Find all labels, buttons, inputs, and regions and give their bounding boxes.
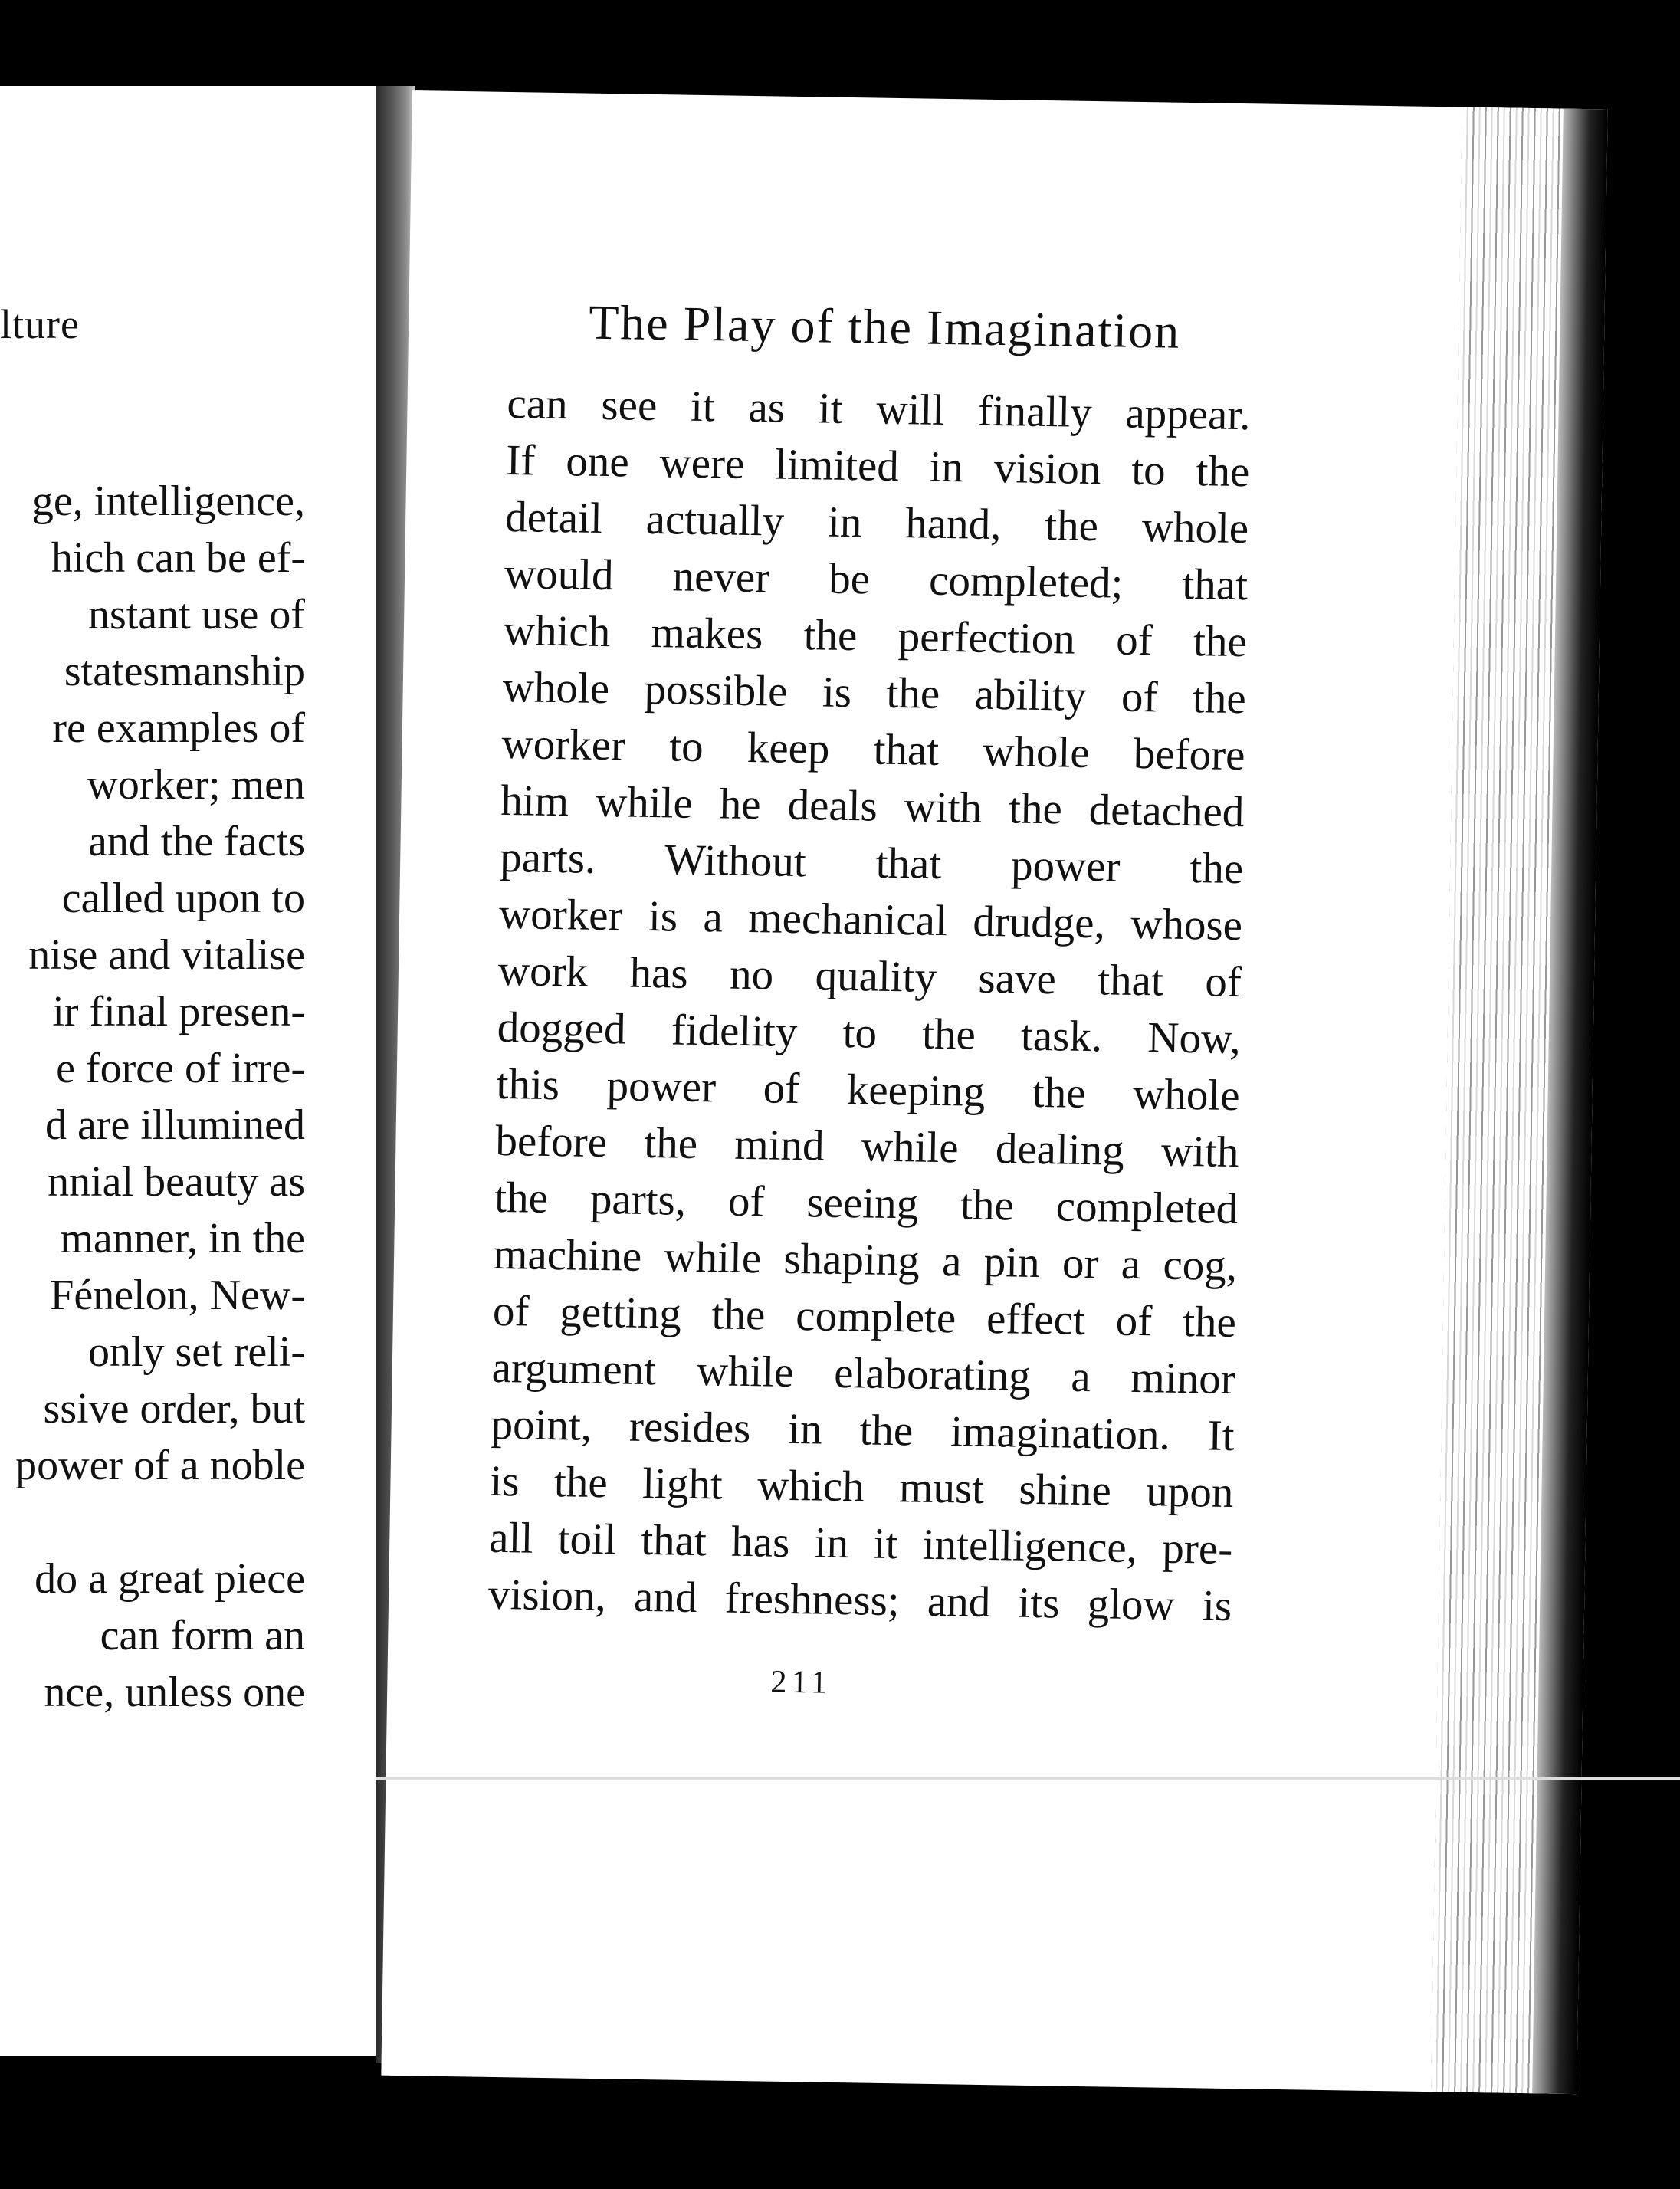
right-running-head: The Play of the Imagination: [588, 294, 1181, 359]
text-line: this power of keeping the whole: [496, 1059, 1241, 1121]
text-line: nise and vitalise: [28, 931, 305, 979]
text-line: can see it as it will finally appear.: [507, 379, 1251, 440]
text-line: point, resides in the imagination. It: [491, 1400, 1235, 1461]
text-line: hich can be ef-: [51, 534, 305, 582]
text-line: worker is a mechanical drudge, whose: [498, 889, 1243, 950]
text-line: Fénelon, New-: [50, 1272, 305, 1319]
text-line: machine while shaping a pin or a cog,: [493, 1229, 1238, 1291]
text-line: If one were limited in vision to the: [505, 435, 1250, 497]
text-line: before the mind while dealing with: [494, 1116, 1239, 1177]
text-line: nnial beauty as: [48, 1158, 305, 1206]
text-line: nstant use of: [87, 591, 305, 638]
left-running-head: lture: [0, 301, 80, 347]
text-line: e force of irre-: [56, 1045, 305, 1092]
text-line: work has no quality save that of: [497, 946, 1242, 1007]
text-line: nce, unless one: [44, 1669, 305, 1716]
text-line: of getting the complete effect of the: [492, 1286, 1237, 1347]
text-line: dogged fidelity to the task. Now,: [497, 1003, 1242, 1064]
text-line: can form an: [100, 1612, 305, 1659]
text-line: the parts, of seeing the completed: [494, 1173, 1239, 1234]
text-line: do a great piece: [34, 1555, 305, 1603]
text-line: all toil that has in it intelligence, pre-: [488, 1513, 1233, 1574]
text-line: and the facts: [88, 818, 305, 865]
text-line: d are illumined: [44, 1101, 305, 1149]
text-line: only set reli-: [87, 1328, 305, 1376]
text-line: is the light which must shine upon: [490, 1456, 1234, 1518]
right-page: [381, 90, 1607, 2094]
text-line: detail actually in hand, the whole: [504, 492, 1249, 553]
text-line: whole possible is the ability of the: [502, 662, 1247, 724]
scan-artifact-line: [376, 1777, 1680, 1780]
text-line: would never be completed; that: [504, 549, 1249, 610]
text-line: worker; men: [87, 761, 305, 809]
text-line: vision, and freshness; and its glow is: [487, 1570, 1232, 1631]
text-line: manner, in the: [60, 1215, 305, 1262]
page-edges: [1431, 107, 1608, 2095]
text-line: argument while elaborating a minor: [491, 1343, 1236, 1404]
text-line: him while he deals with the detached: [500, 776, 1245, 837]
right-page-text: [488, 376, 1251, 1635]
text-line: ge, intelligence,: [31, 478, 305, 525]
text-line: which makes the perfection of the: [503, 606, 1248, 667]
left-page: [0, 86, 376, 2056]
text-line: power of a noble: [15, 1442, 305, 1489]
text-line: worker to keep that whole before: [501, 719, 1245, 780]
page-number: 211: [770, 1664, 832, 1701]
text-line: parts. Without that power the: [499, 832, 1244, 894]
text-line: statesmanship: [64, 648, 305, 695]
text-line: ir final presen-: [52, 988, 305, 1035]
text-line: ssive order, but: [43, 1385, 305, 1433]
left-page-text: [0, 473, 305, 1721]
text-line: called upon to: [61, 875, 305, 922]
text-line: re examples of: [52, 704, 305, 752]
